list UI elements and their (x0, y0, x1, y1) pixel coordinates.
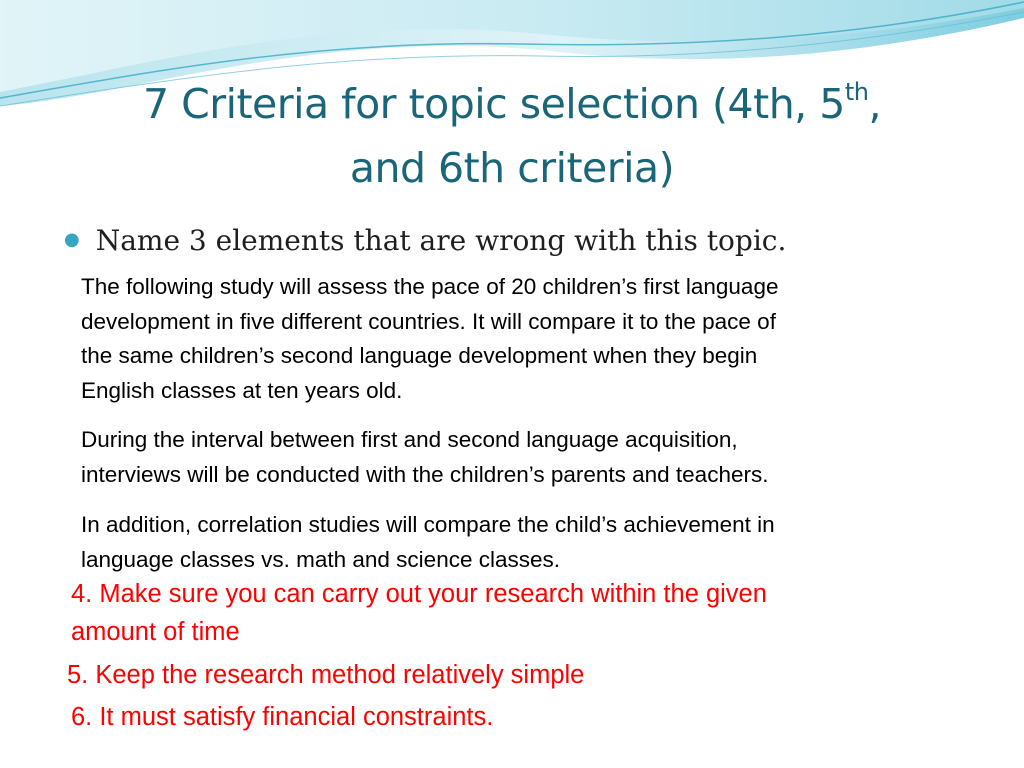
slide-title (40, 72, 984, 200)
paragraph-line: During the interval between first and second language acquisition, (81, 427, 738, 452)
criterion-4 (71, 576, 767, 651)
bullet-item (64, 224, 786, 257)
bullet-dot-icon: ● (64, 229, 80, 250)
criterion-6 (71, 699, 493, 737)
paragraph-correlation (81, 508, 775, 577)
title-line-2: and 6th criteria) (349, 144, 675, 192)
paragraph-line: English classes at ten years old. (81, 377, 403, 403)
paragraph-line: The following study will assess the pace of 20 children’s first language (81, 274, 779, 299)
paragraph-line: interviews will be conducted with the children’s parents and teachers. (81, 461, 769, 487)
paragraph-study-description (81, 270, 778, 408)
paragraph-line: language classes vs. math and science classes. (81, 546, 561, 572)
title-superscript: th (844, 78, 869, 106)
criterion-5 (67, 657, 584, 695)
bullet-text: Name 3 elements that are wrong with this topic. (95, 224, 787, 257)
criterion-line: 5. Keep the research method relatively simple (67, 661, 585, 689)
title-comma: , (868, 80, 882, 128)
criterion-line: amount of time (71, 617, 240, 646)
criterion-line: 6. It must satisfy financial constraints. (71, 703, 494, 731)
title-line-1: 7 Criteria for topic selection (4th, 5 (142, 80, 845, 128)
paragraph-line: the same children’s second language development when they begin (81, 343, 758, 368)
paragraph-line: In addition, correlation studies will compare the child’s achievement in (81, 512, 775, 537)
paragraph-interviews (81, 423, 768, 492)
paragraph-line: development in five different countries. It will compare it to the pace of (81, 308, 776, 334)
criterion-line: 4. Make sure you can carry out your research within the given (71, 580, 767, 608)
